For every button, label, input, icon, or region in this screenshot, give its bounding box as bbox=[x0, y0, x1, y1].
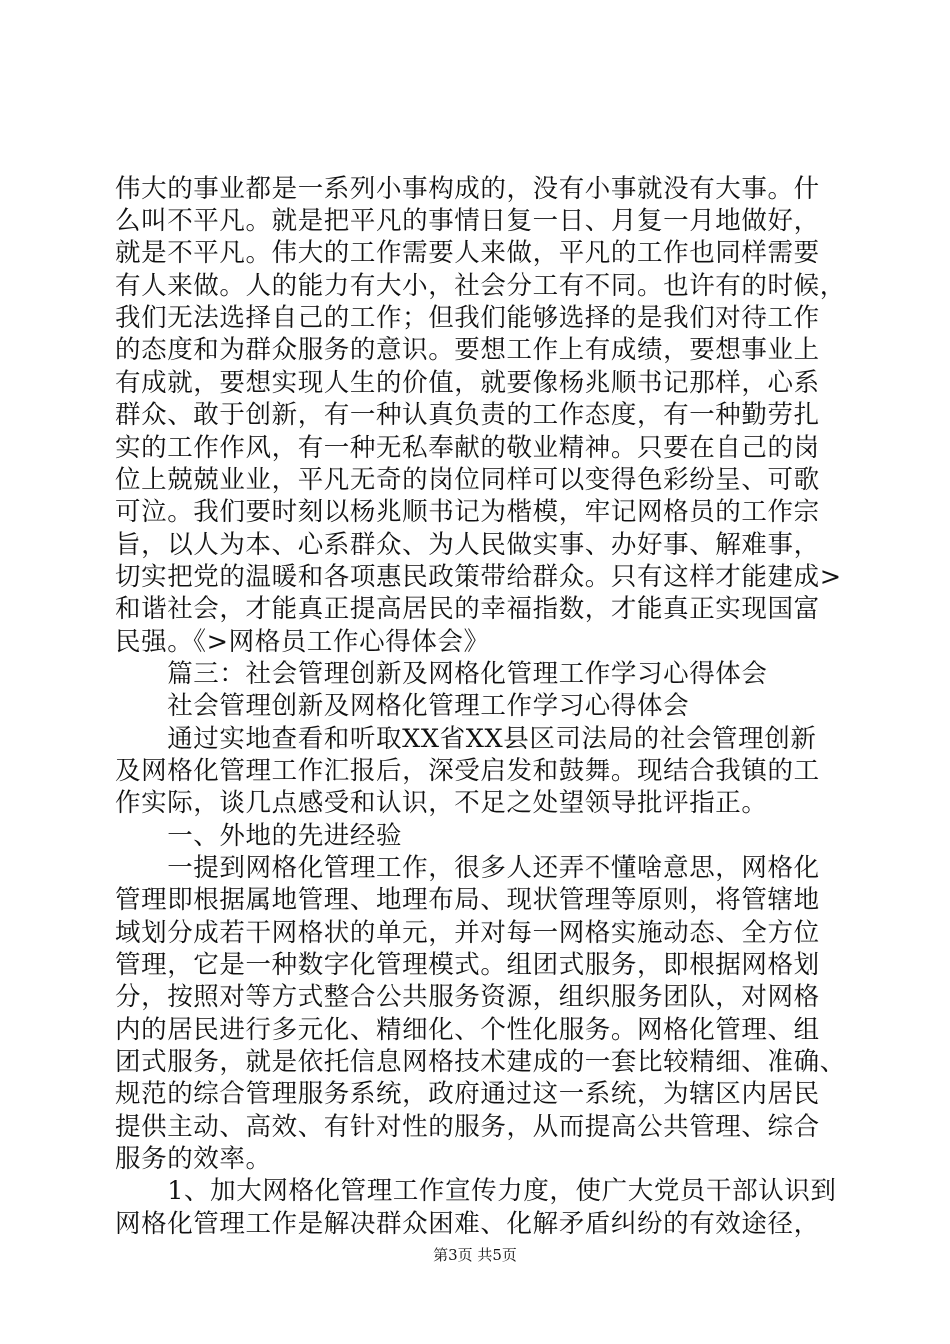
text-line: 群众、敢于创新，有一种认真负责的工作态度，有一种勤劳扎 bbox=[115, 400, 820, 430]
text-line: 分，按照对等方式整合公共服务资源，组织服务团队，对网格 bbox=[115, 982, 820, 1012]
text-line: 实的工作作风，有一种无私奉献的敬业精神。只要在自己的岗 bbox=[115, 433, 820, 463]
text-line: 通过实地查看和听取XX省XX县区司法局的社会管理创新 bbox=[115, 724, 817, 754]
section-heading: 篇三：社会管理创新及网格化管理工作学习心得体会 bbox=[115, 659, 768, 689]
text-line: 作实际，谈几点感受和认识，不足之处望领导批评指正。 bbox=[115, 788, 768, 818]
text-line: 切实把党的温暖和各项惠民政策带给群众。只有这样才能建成> bbox=[115, 562, 842, 592]
text-line: 的态度和为群众服务的意识。要想工作上有成绩，要想事业上 bbox=[115, 335, 820, 365]
text-line: 和谐社会，才能真正提高居民的幸福指数，才能真正实现国富 bbox=[115, 594, 820, 624]
article-title: 社会管理创新及网格化管理工作学习心得体会 bbox=[115, 691, 690, 721]
text-line: 1、加大网格化管理工作宣传力度，使广大党员干部认识到 bbox=[115, 1176, 837, 1206]
text-line: 旨，以人为本、心系群众、为人民做实事、办好事、解难事， bbox=[115, 530, 820, 560]
text-line: 位上兢兢业业，平凡无奇的岗位同样可以变得色彩纷呈、可歌 bbox=[115, 465, 820, 495]
text-line: 网格化管理工作是解决群众困难、化解矛盾纠纷的有效途径， bbox=[115, 1209, 820, 1239]
text-line: 伟大的事业都是一系列小事构成的，没有小事就没有大事。什 bbox=[115, 174, 820, 204]
text-line: 服务的效率。 bbox=[115, 1144, 272, 1174]
text-line: 有人来做。人的能力有大小，社会分工有不同。也许有的时候， bbox=[115, 271, 846, 301]
text-line: 管理即根据属地管理、地理布局、现状管理等原则，将管辖地 bbox=[115, 885, 820, 915]
text-line: 么叫不平凡。就是把平凡的事情日复一日、月复一月地做好， bbox=[115, 206, 820, 236]
text-line: 及网格化管理工作汇报后，深受启发和鼓舞。现结合我镇的工 bbox=[115, 756, 820, 786]
text-line: 域划分成若干网格状的单元，并对每一网格实施动态、全方位 bbox=[115, 918, 820, 948]
text-line: 就是不平凡。伟大的工作需要人来做，平凡的工作也同样需要 bbox=[115, 238, 820, 268]
text-line: 管理，它是一种数字化管理模式。组团式服务，即根据网格划 bbox=[115, 950, 820, 980]
page-footer: 第3页 共5页 bbox=[433, 1246, 517, 1264]
text-line: 提供主动、高效、有针对性的服务，从而提高公共管理、综合 bbox=[115, 1112, 820, 1142]
text-line: 民强。《>网格员工作心得体会》 bbox=[115, 627, 490, 657]
text-line: 我们无法选择自己的工作；但我们能够选择的是我们对待工作 bbox=[115, 303, 820, 333]
subheading: 一、外地的先进经验 bbox=[115, 821, 403, 851]
text-line: 规范的综合管理服务系统，政府通过这一系统，为辖区内居民 bbox=[115, 1079, 820, 1109]
text-line: 有成就，要想实现人生的价值，就要像杨兆顺书记那样，心系 bbox=[115, 368, 820, 398]
text-line: 团式服务，就是依托信息网格技术建成的一套比较精细、准确、 bbox=[115, 1047, 846, 1077]
text-line: 内的居民进行多元化、精细化、个性化服务。网格化管理、组 bbox=[115, 1015, 820, 1045]
text-line: 一提到网格化管理工作，很多人还弄不懂啥意思，网格化 bbox=[115, 853, 820, 883]
text-line: 可泣。我们要时刻以杨兆顺书记为楷模，牢记网格员的工作宗 bbox=[115, 497, 820, 527]
